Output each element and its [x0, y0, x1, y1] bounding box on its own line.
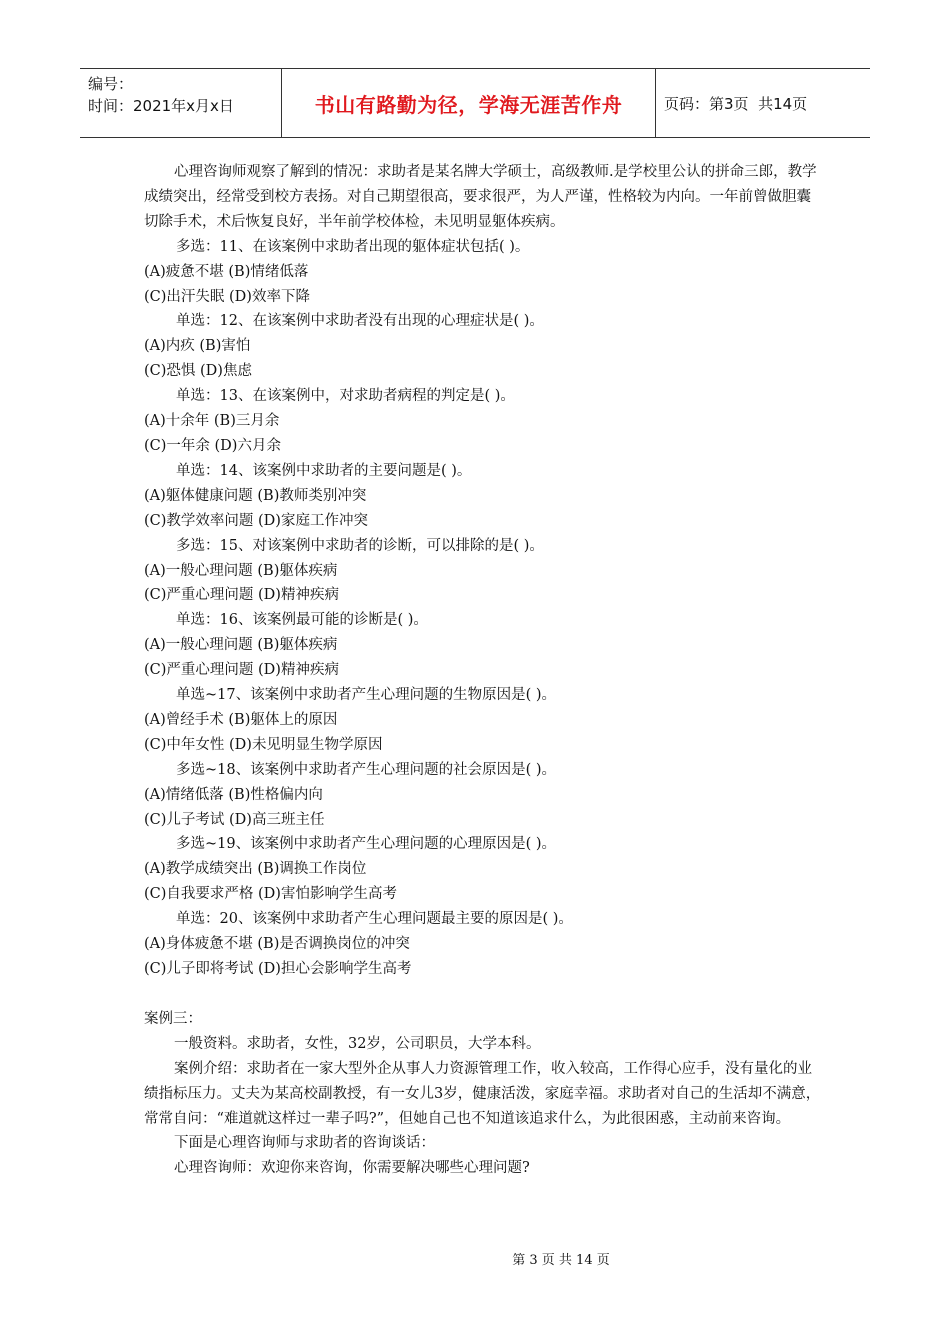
question-18-options-cd: (C)儿子考试 (D)高三班主任 [144, 811, 325, 828]
page-header [80, 68, 870, 138]
question-18: 多选~18、该案例中求助者产生心理问题的社会原因是( )。 [176, 761, 557, 778]
question-15: 多选：15、对该案例中求助者的诊断，可以排除的是( )。 [176, 537, 544, 554]
date-label: 时间：2021年x月x日 [88, 97, 234, 115]
question-19-options-ab: (A)教学成绩突出 (B)调换工作岗位 [144, 861, 367, 878]
question-17-options-ab: (A)曾经手术 (B)躯体上的原因 [144, 711, 338, 728]
question-13-options-ab: (A)十余年 (B)三月余 [144, 413, 280, 430]
question-13: 单选：13、在该案例中，对求助者病程的判定是( )。 [176, 388, 515, 405]
question-20-options-cd: (C)儿子即将考试 (D)担心会影响学生高考 [144, 961, 412, 977]
question-14: 单选：14、该案例中求助者的主要问题是( )。 [176, 462, 472, 479]
question-11-options-ab: (A)疲惫不堪 (B)情绪低落 [144, 263, 309, 280]
question-12-options-ab: (A)内疚 (B)害怕 [144, 338, 251, 355]
question-17-options-cd: (C)中年女性 (D)未见明显生物学原因 [144, 736, 383, 753]
question-16-options-cd: (C)严重心理问题 (D)精神疾病 [144, 662, 339, 679]
question-11-options-cd: (C)出汗失眠 (D)效率下降 [144, 288, 310, 305]
header-meta [80, 69, 282, 137]
question-19: 多选~19、该案例中求助者产生心理问题的心理原因是( )。 [176, 836, 557, 853]
document-body [144, 160, 824, 1181]
header-page-info [656, 69, 870, 137]
question-15-options-cd: (C)严重心理问题 (D)精神疾病 [144, 587, 339, 604]
question-17: 单选~17、该案例中求助者产生心理问题的生物原因是( )。 [176, 687, 557, 704]
question-16-options-ab: (A)一般心理问题 (B)躯体疾病 [144, 637, 338, 654]
question-12-options-cd: (C)恐惧 (D)焦虑 [144, 363, 252, 380]
question-13-options-cd: (C)一年余 (D)六月余 [144, 437, 281, 454]
number-label: 编号： [88, 75, 134, 93]
question-19-options-cd: (C)自我要求严格 (D)害怕影响学生高考 [144, 886, 397, 903]
question-18-options-ab: (A)情绪低落 (B)性格偏内向 [144, 786, 323, 803]
header-motto: 书山有路勤为径，学海无涯苦作舟 [282, 69, 656, 137]
page-info-text: 页码：第3页 共14页 [664, 94, 808, 113]
question-14-options-cd: (C)教学效率问题 (D)家庭工作冲突 [144, 512, 368, 529]
question-12: 单选：12、在该案例中求助者没有出现的心理症状是( )。 [176, 313, 544, 330]
case3-dialog-intro: 下面是心理咨询师与求助者的咨询谈话： [174, 1135, 435, 1152]
question-16: 单选：16、该案例最可能的诊断是( )。 [176, 612, 428, 629]
question-20: 单选：20、该案例中求助者产生心理问题最主要的原因是( )。 [176, 911, 573, 928]
case3-general-info: 一般资料。求助者，女性，32岁，公司职员，大学本科。 [174, 1035, 541, 1052]
page-footer: 第 3 页 共 14 页 [512, 1253, 610, 1268]
section-gap [144, 982, 824, 1007]
intro-paragraph: 心理咨询师观察了解到的情况：求助者是某名牌大学硕士，高级教师.是学校里公认的拼命三郎，教学成绩突出，经常受到校方表扬。对自己期望很高，要求很严，为人严谨，性格较为内向。一年前曾做胆囊切除手术，术后恢复良好，半年前学校体检，未见明显躯体疾病。 [144, 164, 817, 230]
question-20-options-ab: (A)身体疲惫不堪 (B)是否调换岗位的冲突 [144, 936, 410, 953]
case3-introduction: 案例介绍：求助者在一家大型外企从事人力资源管理工作，收入较高，工作得心应手，没有量化的业绩指标压力。丈夫为某高校副教授，有一女儿3岁，健康活泼，家庭幸福。求助者对自己的生活却不满意，常常自问：“难道就这样过一辈子吗?”，但她自己也不知道该追求什么，为此很困惑，主动前来咨询。 [144, 1060, 821, 1127]
case3-title: 案例三： [144, 1010, 202, 1027]
question-14-options-ab: (A)躯体健康问题 (B)教师类别冲突 [144, 487, 367, 504]
case3-dialog-line-1: 心理咨询师：欢迎你来咨询，你需要解决哪些心理问题? [174, 1160, 530, 1177]
question-15-options-ab: (A)一般心理问题 (B)躯体疾病 [144, 562, 338, 579]
question-11: 多选：11、在该案例中求助者出现的躯体症状包括( )。 [176, 238, 530, 255]
